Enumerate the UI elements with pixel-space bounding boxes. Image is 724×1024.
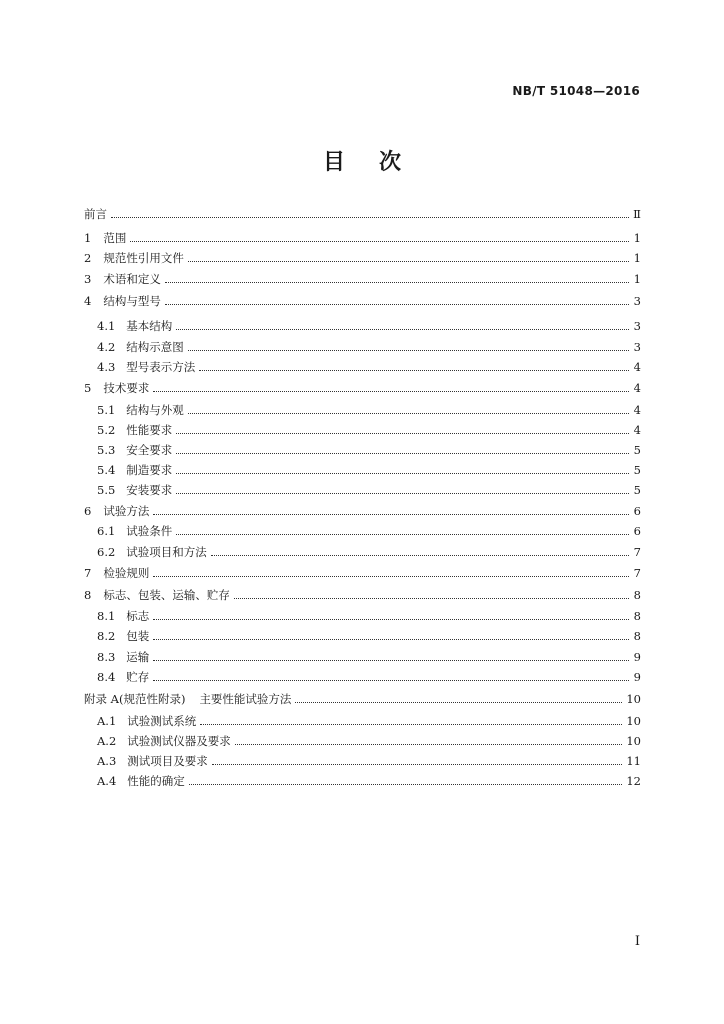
toc-entry-title: 贮存 (126, 670, 150, 684)
toc-entry[interactable] (84, 207, 641, 221)
toc-entry-number: 1 (84, 231, 92, 245)
toc-entry-number: 5.1 (97, 403, 116, 417)
toc-entry-label (84, 692, 291, 706)
toc-entry-label (84, 566, 149, 580)
toc-entry-page: 11 (626, 754, 641, 768)
toc-entry-page: 4 (633, 381, 641, 395)
toc-entry-label (84, 272, 161, 286)
toc-entry-label (97, 774, 185, 788)
page-title: 目次 (322, 149, 435, 175)
toc-entry-number: 5 (84, 381, 92, 395)
toc-entry-page: 10 (626, 714, 641, 728)
toc-entry-title: 试验测试系统 (127, 714, 197, 728)
toc-entry-title: 结构示意图 (126, 340, 184, 354)
leader-dots (153, 619, 629, 620)
toc-entry-number: 4.2 (97, 340, 116, 354)
leader-dots (200, 724, 622, 725)
leader-dots (153, 639, 629, 640)
toc-entry-title: 包装 (126, 629, 150, 643)
leader-dots (153, 576, 629, 577)
toc-entry-title: 基本结构 (126, 319, 173, 333)
toc-entry-number: 6 (84, 504, 92, 518)
toc-entry-number: 7 (84, 566, 92, 580)
toc-entry-title: 试验条件 (126, 524, 173, 538)
toc-entry-label (84, 588, 230, 602)
toc-entry[interactable] (97, 734, 641, 748)
toc-entry-page: 8 (633, 609, 641, 623)
toc-entry-page: 6 (633, 524, 641, 538)
toc-entry-label (84, 231, 126, 245)
leader-dots (189, 784, 623, 785)
toc-entry-page: 3 (633, 294, 641, 308)
toc-entry-label (84, 504, 149, 518)
toc-entry-title: 测试项目及要求 (127, 754, 208, 768)
toc-entry[interactable] (84, 251, 641, 265)
toc-entry[interactable] (97, 403, 641, 417)
toc-entry-page: 8 (633, 588, 641, 602)
toc-entry[interactable] (97, 545, 641, 559)
toc-entry-number: 4.1 (97, 319, 116, 333)
toc-entry-label (97, 423, 172, 437)
leader-dots (211, 555, 629, 556)
toc-entry-label (97, 734, 231, 748)
toc-entry[interactable] (97, 524, 641, 538)
toc-entry-page: 1 (633, 251, 641, 265)
toc-entry[interactable] (97, 774, 641, 788)
toc-entry-number: 5.3 (97, 443, 116, 457)
toc-entry-title: 试验测试仪器及要求 (127, 734, 231, 748)
toc-entry-number: 5.5 (97, 483, 116, 497)
toc-entry-label (84, 381, 149, 395)
toc-entry-title: 技术要求 (103, 381, 150, 395)
toc-entry-label (97, 545, 207, 559)
toc-entry-label (84, 207, 107, 221)
toc-entry[interactable] (97, 319, 641, 333)
toc-entry-number: A.2 (97, 734, 117, 748)
toc-entry-title: 规范性引用文件 (103, 251, 184, 265)
toc-entry[interactable] (97, 670, 641, 684)
toc-entry-page: 6 (633, 504, 641, 518)
leader-dots (176, 493, 629, 494)
leader-dots (153, 391, 629, 392)
toc-entry-number: 3 (84, 272, 92, 286)
toc-entry-label (97, 714, 196, 728)
toc-entry-label (97, 483, 172, 497)
toc-entry[interactable] (97, 629, 641, 643)
toc-entry-title: 主要性能试验方法 (199, 692, 292, 706)
toc-entry[interactable] (97, 360, 641, 374)
toc-entry-page: 3 (633, 340, 641, 354)
toc-entry-label (97, 463, 172, 477)
toc-entry-number: 8.4 (97, 670, 116, 684)
toc-entry[interactable] (84, 294, 641, 308)
toc-entry[interactable] (84, 381, 641, 395)
toc-entry-page: 12 (626, 774, 641, 788)
toc-entry-number: 8.3 (97, 650, 116, 664)
page-number: I (634, 934, 640, 949)
toc-entry-number: 4.3 (97, 360, 116, 374)
toc-entry[interactable] (97, 609, 641, 623)
toc-entry-page: 8 (633, 629, 641, 643)
leader-dots (111, 217, 629, 218)
leader-dots (153, 680, 629, 681)
toc-entry-number: 8.2 (97, 629, 116, 643)
toc-entry-title: 运输 (126, 650, 150, 664)
leader-dots (234, 598, 629, 599)
toc-entry-title: 安装要求 (126, 483, 173, 497)
toc-entry-page: Ⅱ (633, 207, 641, 221)
toc-entry-title: 结构与型号 (103, 294, 161, 308)
leader-dots (188, 413, 629, 414)
toc-entry-number: 6.1 (97, 524, 116, 538)
toc-entry-page: 1 (633, 272, 641, 286)
toc-entry-title: 型号表示方法 (126, 360, 196, 374)
toc-entry-number: A.4 (97, 774, 117, 788)
toc-entry-number: 5.2 (97, 423, 116, 437)
toc-entry-label (97, 319, 172, 333)
standard-number: NB/T 51048—2016 (512, 84, 640, 98)
leader-dots (176, 534, 629, 535)
leader-dots (188, 261, 629, 262)
toc-entry[interactable] (97, 714, 641, 728)
toc-entry-number: A.3 (97, 754, 117, 768)
leader-dots (199, 370, 629, 371)
toc-entry-number: A.1 (97, 714, 117, 728)
toc-entry-title: 试验项目和方法 (126, 545, 207, 559)
leader-dots (165, 304, 629, 305)
toc-entry-label (97, 443, 172, 457)
toc-entry-page: 7 (633, 545, 641, 559)
leader-dots (153, 514, 629, 515)
leader-dots (176, 433, 629, 434)
toc-entry-page: 4 (633, 403, 641, 417)
toc-entry-label (97, 340, 184, 354)
toc-entry[interactable] (84, 588, 641, 602)
leader-dots (153, 660, 629, 661)
toc-entry-number: 附录 A(规范性附录) (84, 692, 186, 706)
toc-entry[interactable] (84, 692, 641, 706)
toc-entry-page: 10 (626, 692, 641, 706)
toc-entry-page: 10 (626, 734, 641, 748)
toc-entry-page: 3 (633, 319, 641, 333)
toc-entry-label (97, 670, 149, 684)
toc-entry-page: 5 (633, 443, 641, 457)
toc-entry-page: 4 (633, 423, 641, 437)
toc-entry-title: 制造要求 (126, 463, 173, 477)
toc-entry-number: 4 (84, 294, 92, 308)
leader-dots (235, 744, 623, 745)
toc-entry-title: 术语和定义 (103, 272, 161, 286)
toc-entry-number: 8 (84, 588, 92, 602)
leader-dots (176, 453, 629, 454)
toc-entry-number: 2 (84, 251, 92, 265)
leader-dots (188, 350, 629, 351)
toc-entry-label (97, 609, 149, 623)
toc-entry[interactable] (84, 272, 641, 286)
toc-entry[interactable] (84, 566, 641, 580)
toc-entry-page: 5 (633, 483, 641, 497)
toc-entry-page: 9 (633, 650, 641, 664)
toc-entry[interactable] (84, 231, 641, 245)
leader-dots (212, 764, 623, 765)
toc-entry-page: 9 (633, 670, 641, 684)
toc-entry[interactable] (97, 443, 641, 457)
toc-entry-page: 5 (633, 463, 641, 477)
toc-entry-label (97, 650, 149, 664)
toc-entry-title: 检验规则 (103, 566, 150, 580)
toc-entry-title: 试验方法 (103, 504, 150, 518)
toc-entry-label (97, 360, 195, 374)
toc-entry-page: 4 (633, 360, 641, 374)
leader-dots (176, 473, 629, 474)
toc-entry[interactable] (97, 340, 641, 354)
toc-entry-title: 性能要求 (126, 423, 173, 437)
toc-entry-page: 7 (633, 566, 641, 580)
leader-dots (176, 329, 629, 330)
toc-entry[interactable] (97, 754, 641, 768)
toc-entry-title: 标志 (126, 609, 150, 623)
toc-entry[interactable] (97, 463, 641, 477)
toc-entry-label (97, 403, 184, 417)
toc-entry-label (84, 251, 184, 265)
leader-dots (295, 702, 622, 703)
toc-entry-label (84, 294, 161, 308)
toc-entry[interactable] (97, 483, 641, 497)
leader-dots (130, 241, 629, 242)
toc-entry-label (97, 754, 208, 768)
toc-entry-page: 1 (633, 231, 641, 245)
toc-entry-title: 结构与外观 (126, 403, 184, 417)
toc-entry-title: 性能的确定 (127, 774, 185, 788)
toc-entry[interactable] (97, 650, 641, 664)
toc-entry[interactable] (97, 423, 641, 437)
toc-entry-title: 安全要求 (126, 443, 173, 457)
toc-entry-label (97, 629, 149, 643)
toc-entry-title: 标志、包装、运输、贮存 (103, 588, 230, 602)
toc-entry-number: 8.1 (97, 609, 116, 623)
leader-dots (165, 282, 629, 283)
toc-entry[interactable] (84, 504, 641, 518)
toc-entry-title: 前言 (84, 207, 107, 221)
toc-entry-label (97, 524, 172, 538)
toc-entry-title: 范围 (103, 231, 127, 245)
toc-entry-number: 6.2 (97, 545, 116, 559)
toc-entry-number: 5.4 (97, 463, 116, 477)
